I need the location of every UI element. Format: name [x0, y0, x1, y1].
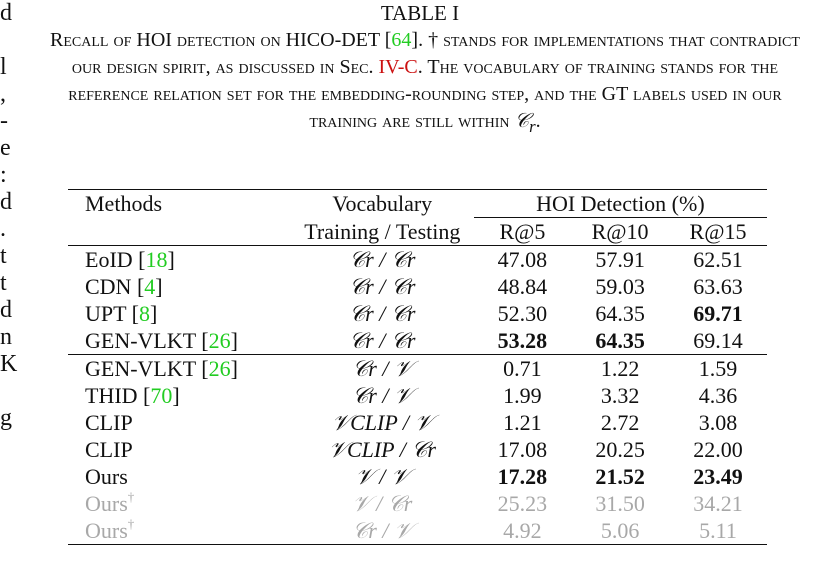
margin-glyph: d [0, 0, 12, 26]
vocab-cell: 𝒱 / 𝒱 [355, 464, 410, 489]
citation-link[interactable]: 4 [144, 274, 156, 299]
method-cell: Ours [85, 464, 128, 489]
r5-cell: 1.21 [503, 410, 542, 435]
method-cell: UPT [8] [85, 301, 158, 326]
table-row [68, 517, 767, 545]
table-row [68, 273, 767, 300]
vocab-cell: 𝒞r / 𝒱 [352, 383, 413, 408]
r10-cell: 2.72 [600, 410, 640, 435]
method-cell: THID [70] [85, 383, 180, 408]
header-r5: R@5 [499, 219, 546, 244]
r15-cell: 4.36 [698, 383, 738, 408]
dagger-mark: † [127, 516, 135, 531]
margin-glyph: K [0, 351, 18, 377]
r5-cell: 1.99 [503, 383, 542, 408]
r5-cell: 0.71 [474, 355, 571, 383]
table-row [68, 490, 767, 517]
header-r15: R@15 [689, 219, 747, 244]
r10-cell: 5.06 [571, 517, 669, 545]
header-methods: Methods [68, 190, 291, 218]
table-row [68, 409, 767, 436]
r10-cell: 64.35 [595, 301, 645, 326]
citation-link[interactable]: 8 [139, 301, 150, 326]
vocab-cell: 𝒞r / 𝒱 [291, 355, 474, 383]
margin-glyph: . [0, 216, 6, 242]
r10-cell: 20.25 [595, 437, 645, 462]
margin-glyph: d [0, 189, 12, 215]
caption-text: ]. † stands for implementations that contradict our design spirit, as discussed in Sec. [71, 29, 800, 78]
table-row [68, 327, 767, 355]
r15-cell: 69.14 [693, 328, 743, 353]
margin-glyph: t [0, 243, 7, 269]
caption-text: . The vocabulary of training stands for the reference relation set for the embedding-rounding step, and the GT labels used in our training are still within [68, 56, 782, 132]
r5-cell: 17.28 [497, 464, 548, 489]
header-r10: R@10 [591, 219, 649, 244]
table-title: TABLE I [380, 1, 460, 25]
margin-glyph: - [0, 108, 8, 134]
r10-cell: 21.52 [595, 464, 645, 489]
r10-cell: 3.32 [600, 383, 640, 408]
table-row [68, 300, 767, 327]
method-cell: CLIP [85, 437, 133, 462]
section-link[interactable]: IV-C [378, 56, 418, 78]
r15-cell: 23.49 [693, 464, 743, 489]
math-subscript: r [529, 117, 536, 136]
vocab-cell: 𝒱 / 𝒞r [352, 491, 413, 516]
vocab-cell: 𝒞r / 𝒱 [291, 517, 474, 545]
caption-text: Recall of HOI detection on HICO-DET [ [50, 29, 392, 51]
results-table [68, 189, 767, 545]
header-training-testing: Training / Testing [304, 218, 461, 244]
header-hoi-detection: HOI Detection (%) [474, 190, 767, 218]
r5-cell: 47.08 [474, 246, 571, 274]
vocab-cell: 𝒱CLIP / 𝒱 [331, 410, 433, 435]
citation-link[interactable]: 18 [145, 247, 168, 272]
margin-glyph: n [0, 324, 12, 350]
r15-cell: 63.63 [693, 274, 743, 299]
vocab-cell: 𝒞r / 𝒞r [349, 274, 416, 299]
table-row [68, 246, 767, 274]
subheader-row [68, 218, 767, 246]
margin-glyph [0, 27, 14, 54]
method-cell: GEN-VLKT [26] [85, 328, 238, 353]
dagger-mark: † [127, 489, 135, 504]
margin-glyph [0, 378, 14, 405]
vocab-cell: 𝒞r / 𝒞r [349, 301, 416, 326]
r10-cell: 1.22 [571, 355, 669, 383]
r5-cell: 4.92 [474, 517, 571, 545]
header-row [68, 190, 767, 218]
citation-link[interactable]: 26 [208, 356, 231, 381]
method-cell: GEN-VLKT [26] [68, 355, 291, 383]
margin-glyph: , [0, 81, 6, 107]
caption-text: . [535, 110, 541, 132]
r15-cell: 22.00 [693, 437, 743, 462]
table-row [68, 436, 767, 463]
vocab-cell: 𝒱CLIP / 𝒞r [328, 437, 436, 462]
table-caption [40, 27, 810, 140]
r15-cell: 3.08 [698, 410, 738, 435]
vocab-cell: 𝒞r / 𝒞r [291, 246, 474, 274]
r10-cell: 64.35 [595, 328, 645, 353]
r15-cell: 69.71 [693, 301, 743, 326]
r5-cell: 17.08 [497, 437, 548, 462]
citation-link[interactable]: 26 [208, 328, 231, 353]
r10-cell: 57.91 [571, 246, 669, 274]
citation-link[interactable]: 70 [150, 383, 173, 408]
table-row [68, 463, 767, 490]
header-vocabulary: Vocabulary [291, 190, 474, 218]
citation-link[interactable]: 64 [391, 29, 412, 51]
table-row [68, 355, 767, 383]
r5-cell: 53.28 [497, 328, 548, 353]
r15-cell: 62.51 [669, 246, 767, 274]
table-row [68, 382, 767, 409]
method-cell: CLIP [85, 410, 133, 435]
method-cell: CDN [4] [85, 274, 163, 299]
r5-cell: 25.23 [497, 491, 548, 516]
margin-glyph: e [0, 135, 11, 161]
r15-cell: 5.11 [669, 517, 767, 545]
vocab-cell: 𝒞r / 𝒞r [349, 328, 416, 353]
margin-glyph: l [0, 54, 7, 80]
method-cell: Ours† [68, 517, 291, 545]
method-cell: Ours† [85, 489, 135, 516]
r15-cell: 1.59 [669, 355, 767, 383]
math-symbol: 𝒞 [514, 110, 530, 132]
r10-cell: 31.50 [595, 491, 645, 516]
r5-cell: 48.84 [497, 274, 548, 299]
margin-glyph: : [0, 162, 7, 188]
r15-cell: 34.21 [693, 491, 743, 516]
r5-cell: 52.30 [497, 301, 548, 326]
r10-cell: 59.03 [595, 274, 645, 299]
left-column-text-fragment [0, 0, 18, 577]
method-cell: EoID [18] [68, 246, 291, 274]
margin-glyph: d [0, 297, 12, 323]
margin-glyph: g [0, 405, 12, 431]
margin-glyph: t [0, 270, 7, 296]
